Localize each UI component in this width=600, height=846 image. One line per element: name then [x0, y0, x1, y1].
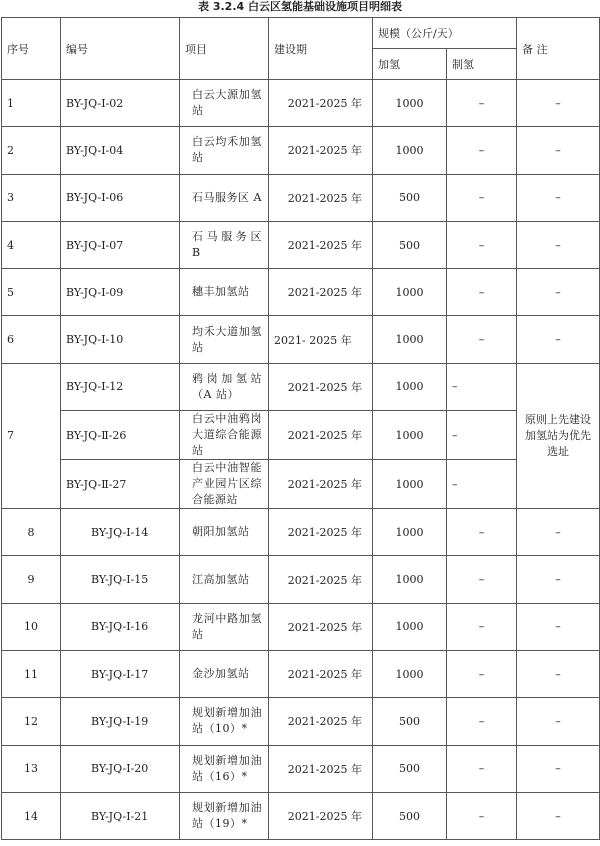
- cell-remark: –: [517, 603, 600, 650]
- cell-seq: 11: [2, 650, 61, 697]
- cell-hydrogenation: 500: [373, 174, 447, 221]
- table-row: [2, 792, 600, 839]
- cell-production: –: [447, 460, 517, 509]
- table-row: [2, 127, 600, 174]
- cell-period: 2021-2025 年: [269, 792, 373, 839]
- cell-period: 2021-2025 年: [269, 460, 373, 509]
- cell-period: 2021-2025 年: [269, 127, 373, 174]
- cell-seq: 12: [2, 698, 61, 745]
- cell-seq: 2: [2, 127, 61, 174]
- cell-remark: –: [517, 698, 600, 745]
- table-row: [2, 460, 600, 509]
- cell-project: 金沙加氢站: [180, 650, 269, 697]
- cell-hydrogenation: 1000: [373, 411, 447, 460]
- cell-period: 2021-2025 年: [269, 80, 373, 127]
- cell-period: 2021-2025 年: [269, 556, 373, 603]
- cell-production: –: [447, 80, 517, 127]
- cell-period: 2021- 2025 年: [269, 316, 373, 363]
- cell-period: 2021-2025 年: [269, 363, 373, 410]
- header-remark: 备 注: [517, 18, 600, 80]
- header-project: 项目: [180, 18, 269, 80]
- cell-remark: –: [517, 174, 600, 221]
- cell-code: BY-JQ-Ⅱ-27: [61, 460, 180, 509]
- cell-code: BY-JQ-Ⅰ-17: [61, 650, 180, 697]
- cell-seq: 9: [2, 556, 61, 603]
- cell-code: BY-JQ-Ⅰ-02: [61, 80, 180, 127]
- cell-project: 江高加氢站: [180, 556, 269, 603]
- cell-period: 2021-2025 年: [269, 650, 373, 697]
- cell-project: 朝阳加氢站: [180, 509, 269, 556]
- cell-production: –: [447, 556, 517, 603]
- header-code: 编号: [61, 18, 180, 80]
- table-row: [2, 556, 600, 603]
- cell-seq: 13: [2, 745, 61, 792]
- cell-code: BY-JQ-Ⅰ-15: [61, 556, 180, 603]
- cell-hydrogenation: 1000: [373, 603, 447, 650]
- cell-period: 2021-2025 年: [269, 221, 373, 268]
- cell-remark: –: [517, 792, 600, 839]
- cell-hydrogenation: 1000: [373, 127, 447, 174]
- table-row: [2, 698, 600, 745]
- cell-period: 2021-2025 年: [269, 509, 373, 556]
- cell-hydrogenation: 500: [373, 745, 447, 792]
- cell-code: BY-JQ-Ⅰ-07: [61, 221, 180, 268]
- cell-production: –: [447, 127, 517, 174]
- cell-code: BY-JQ-Ⅰ-20: [61, 745, 180, 792]
- cell-period: 2021-2025 年: [269, 269, 373, 316]
- cell-hydrogenation: 1000: [373, 460, 447, 509]
- table-row: [2, 650, 600, 697]
- cell-period: 2021-2025 年: [269, 174, 373, 221]
- cell-production: –: [447, 269, 517, 316]
- cell-remark: –: [517, 745, 600, 792]
- cell-project: 穗丰加氢站: [180, 269, 269, 316]
- cell-remark: –: [517, 127, 600, 174]
- cell-seq: 5: [2, 269, 61, 316]
- cell-production: –: [447, 316, 517, 363]
- table-row: [2, 80, 600, 127]
- cell-production: –: [447, 174, 517, 221]
- cell-production: –: [447, 603, 517, 650]
- cell-project: 均禾大道加氢站: [180, 316, 269, 363]
- cell-project: 白云大源加氢站: [180, 80, 269, 127]
- cell-code: BY-JQ-Ⅰ-10: [61, 316, 180, 363]
- cell-code: BY-JQ-Ⅰ-16: [61, 603, 180, 650]
- table-row: [2, 745, 600, 792]
- cell-production: –: [447, 363, 517, 410]
- cell-hydrogenation: 1000: [373, 316, 447, 363]
- cell-period: 2021-2025 年: [269, 745, 373, 792]
- cell-code: BY-JQ-Ⅰ-04: [61, 127, 180, 174]
- cell-remark: –: [517, 269, 600, 316]
- header-period: 建设期: [269, 18, 373, 80]
- cell-seq: 3: [2, 174, 61, 221]
- cell-project: 规划新增加油站（16）*: [180, 745, 269, 792]
- table-row: [2, 221, 600, 268]
- table-row: [2, 174, 600, 221]
- cell-seq: 14: [2, 792, 61, 839]
- cell-project: 规划新增加油站（10）*: [180, 698, 269, 745]
- header-scale: 规模（公斤/天）: [373, 18, 517, 49]
- table-row: [2, 509, 600, 556]
- cell-hydrogenation: 1000: [373, 363, 447, 410]
- header-seq: 序号: [2, 18, 61, 80]
- cell-period: 2021-2025 年: [269, 698, 373, 745]
- header-production: 制氢: [447, 49, 517, 80]
- cell-remark-note: 原则上先建设加氢站为优先选址: [517, 363, 600, 508]
- cell-project: 石马服务区 B: [180, 221, 269, 268]
- cell-seq: 10: [2, 603, 61, 650]
- cell-hydrogenation: 1000: [373, 650, 447, 697]
- cell-seq: 1: [2, 80, 61, 127]
- cell-production: –: [447, 792, 517, 839]
- table-title: 表 3.2.4 白云区氢能基础设施项目明细表: [198, 0, 402, 13]
- cell-period: 2021-2025 年: [269, 411, 373, 460]
- cell-seq: 4: [2, 221, 61, 268]
- cell-hydrogenation: 500: [373, 221, 447, 268]
- cell-period: 2021-2025 年: [269, 603, 373, 650]
- cell-hydrogenation: 1000: [373, 269, 447, 316]
- cell-remark: –: [517, 80, 600, 127]
- project-table: [1, 17, 600, 840]
- header-hydrogenation: 加氢: [373, 49, 447, 80]
- cell-remark: –: [517, 316, 600, 363]
- cell-code: BY-JQ-Ⅰ-21: [61, 792, 180, 839]
- cell-hydrogenation: 1000: [373, 80, 447, 127]
- cell-seq: 7: [2, 363, 61, 508]
- cell-project: 白云均禾加氢站: [180, 127, 269, 174]
- cell-production: –: [447, 509, 517, 556]
- cell-project: 鸦岗加氢站（A 站）: [180, 363, 269, 410]
- cell-remark: –: [517, 221, 600, 268]
- table-row: [2, 411, 600, 460]
- cell-remark: –: [517, 509, 600, 556]
- cell-production: –: [447, 745, 517, 792]
- cell-project: 规划新增加油站（19）*: [180, 792, 269, 839]
- cell-production: –: [447, 221, 517, 268]
- table-row: [2, 603, 600, 650]
- cell-code: BY-JQ-Ⅰ-09: [61, 269, 180, 316]
- cell-project: 白云中油鸦岗大道综合能源站: [180, 411, 269, 460]
- cell-production: –: [447, 650, 517, 697]
- cell-code: BY-JQ-Ⅰ-12: [61, 363, 180, 410]
- cell-hydrogenation: 1000: [373, 556, 447, 603]
- cell-remark: –: [517, 556, 600, 603]
- cell-seq: 8: [2, 509, 61, 556]
- cell-code: BY-JQ-Ⅰ-06: [61, 174, 180, 221]
- table-row: [2, 363, 600, 410]
- cell-project: 龙河中路加氢站: [180, 603, 269, 650]
- table-row: [2, 269, 600, 316]
- cell-code: BY-JQ-Ⅰ-19: [61, 698, 180, 745]
- cell-project: 石马服务区 A: [180, 174, 269, 221]
- table-row: [2, 316, 600, 363]
- cell-project: 白云中油智能产业园片区综合能源站: [180, 460, 269, 509]
- cell-production: –: [447, 411, 517, 460]
- cell-seq: 6: [2, 316, 61, 363]
- cell-remark: –: [517, 650, 600, 697]
- cell-production: –: [447, 698, 517, 745]
- cell-hydrogenation: 500: [373, 698, 447, 745]
- cell-code: BY-JQ-Ⅰ-14: [61, 509, 180, 556]
- cell-hydrogenation: 500: [373, 792, 447, 839]
- cell-hydrogenation: 1000: [373, 509, 447, 556]
- cell-code: BY-JQ-Ⅱ-26: [61, 411, 180, 460]
